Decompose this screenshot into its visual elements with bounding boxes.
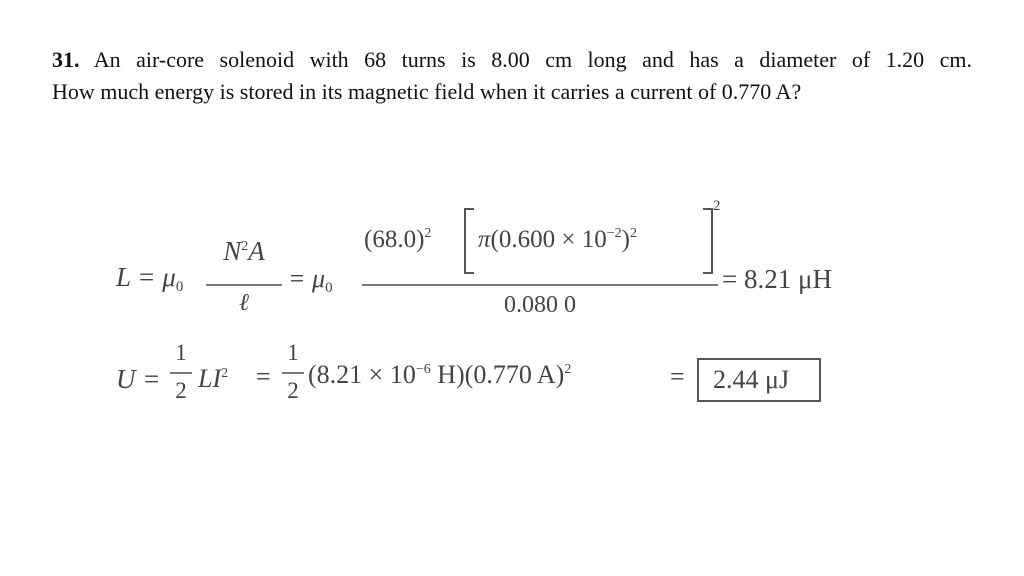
eq2-half-numerator: 1: [175, 340, 187, 365]
eq2-half-bar: [170, 372, 192, 374]
problem-line-1: [52, 44, 972, 76]
eq1-lhs: L = μ0: [116, 262, 184, 295]
eq2-lhs: U =: [116, 364, 161, 394]
eq1-fraction1-denominator: ℓ: [239, 290, 249, 316]
eq2-half2-numerator: 1: [287, 340, 299, 365]
eq1-outer-exponent: 2: [713, 198, 721, 214]
eq2-equals-1: =: [256, 362, 271, 391]
problem-line-2: How much energy is stored in its magnetic field when it carries a current of 0.770 A?: [52, 79, 802, 104]
problem-number: 31.: [52, 47, 80, 72]
eq2-half2-bar: [282, 372, 304, 374]
eq1-fraction2-bar: [362, 284, 718, 286]
eq2-equals-final: =: [670, 362, 685, 391]
eq1-fraction2-denominator: 0.080 0: [504, 292, 576, 318]
eq1-result: = 8.21 μH: [722, 264, 832, 294]
eq1-right-bracket: [703, 208, 713, 274]
eq1-left-bracket: [464, 208, 474, 274]
final-answer: 2.44 μJ: [713, 365, 790, 394]
eq1-fraction2-numerator: $(68.0)^2$: [364, 226, 432, 253]
eq2-li: $LI^2$: [198, 364, 229, 393]
eq1-mid: = μ0: [288, 264, 333, 296]
eq1-fraction2-numerator-inner: $\pi(0.600 \times 10^{-2})^2$: [478, 226, 637, 253]
eq1-fraction1-numerator: $N^2A$: [223, 236, 265, 266]
eq2-half2-denominator: 2: [287, 378, 299, 403]
problem-statement: [52, 44, 972, 108]
final-answer-box: [697, 358, 821, 402]
eq2-terms: ($8.21 \times 10^{-6}$ H)(0.770 A)$^2$: [308, 360, 572, 389]
problem-text-1: An air-core solenoid with 68 turns is 8.00 cm long and has a diameter of 1.20 cm.: [93, 47, 972, 72]
eq2-half-denominator: 2: [175, 378, 187, 403]
eq1-fraction1-bar: [206, 284, 282, 286]
